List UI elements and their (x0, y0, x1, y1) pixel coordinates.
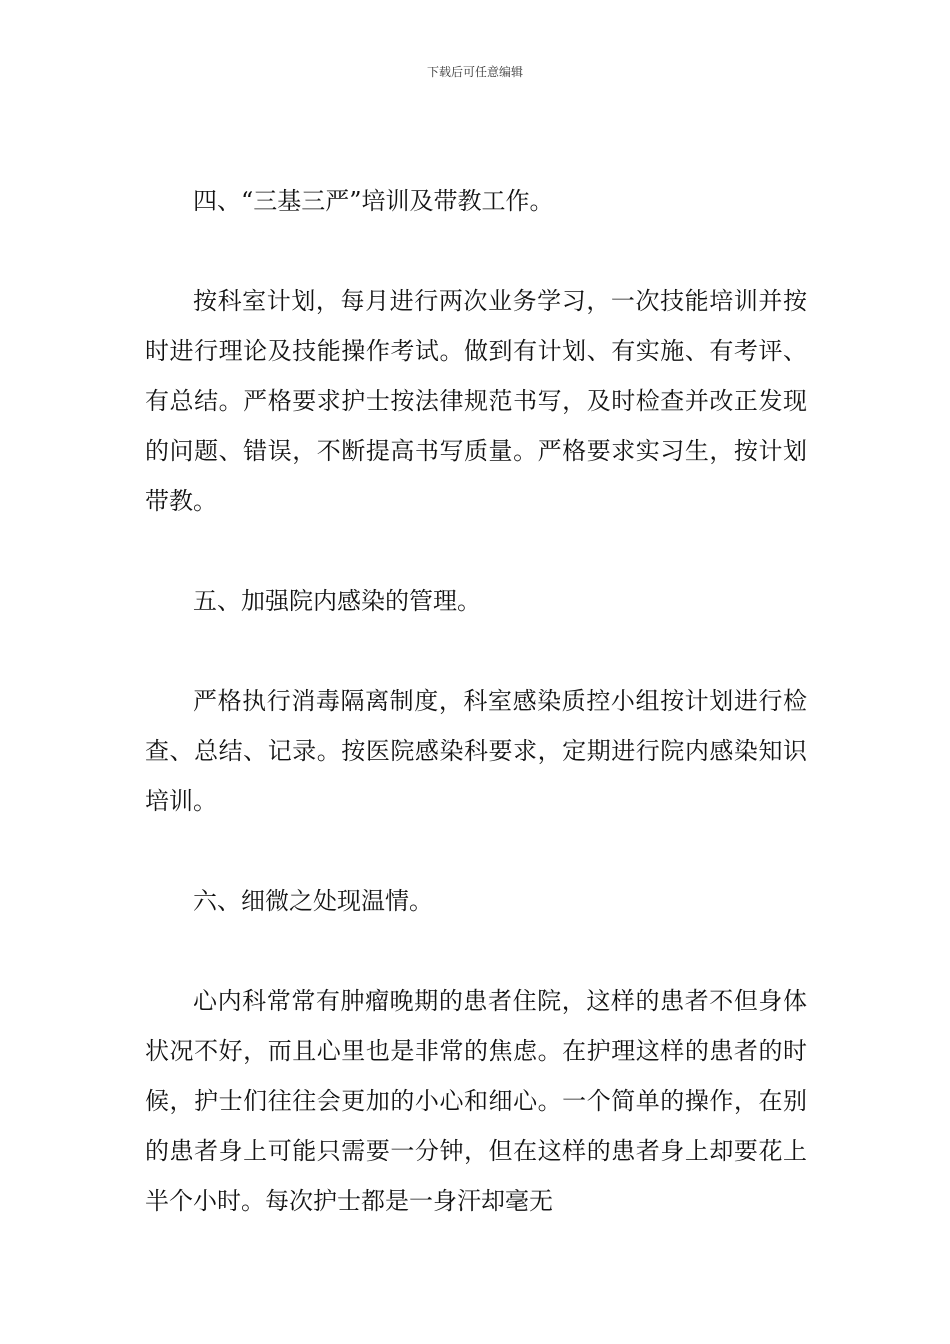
section-paragraph: 按科室计划，每月进行两次业务学习，一次技能培训并按时进行理论及技能操作考试。做到有计划、有实施、有考评、有总结。严格要求护士按法律规范书写，及时检查并改正发现的问题、错误，不断提高书写质量。严格要求实习生，按计划带教。 (145, 287, 807, 515)
section-four (145, 176, 807, 576)
spacer (145, 526, 807, 576)
spacer (145, 826, 807, 876)
section-heading: 五、加强院内感染的管理。 (193, 587, 481, 615)
section-heading: 六、细微之处现温情。 (193, 887, 433, 915)
document-body (145, 176, 807, 1226)
spacer (145, 626, 807, 676)
spacer (145, 926, 807, 976)
section-heading: 四、“三基三严”培训及带教工作。 (193, 187, 554, 215)
section-paragraph: 严格执行消毒隔离制度，科室感染质控小组按计划进行检查、总结、记录。按医院感染科要求，定期进行院内感染知识培训。 (145, 687, 807, 815)
page-header-note: 下载后可任意编辑 (426, 65, 523, 79)
section-six (145, 876, 807, 1226)
spacer (145, 226, 807, 276)
section-paragraph: 心内科常常有肿瘤晚期的患者住院，这样的患者不但身体状况不好，而且心里也是非常的焦虑。在护理这样的患者的时候，护士们往往会更加的小心和细心。一个简单的操作，在别的患者身上可能只需要一分钟，但在这样的患者身上却要花上半个小时。每次护士都是一身汗却毫无 (145, 987, 807, 1215)
section-five (145, 576, 807, 876)
